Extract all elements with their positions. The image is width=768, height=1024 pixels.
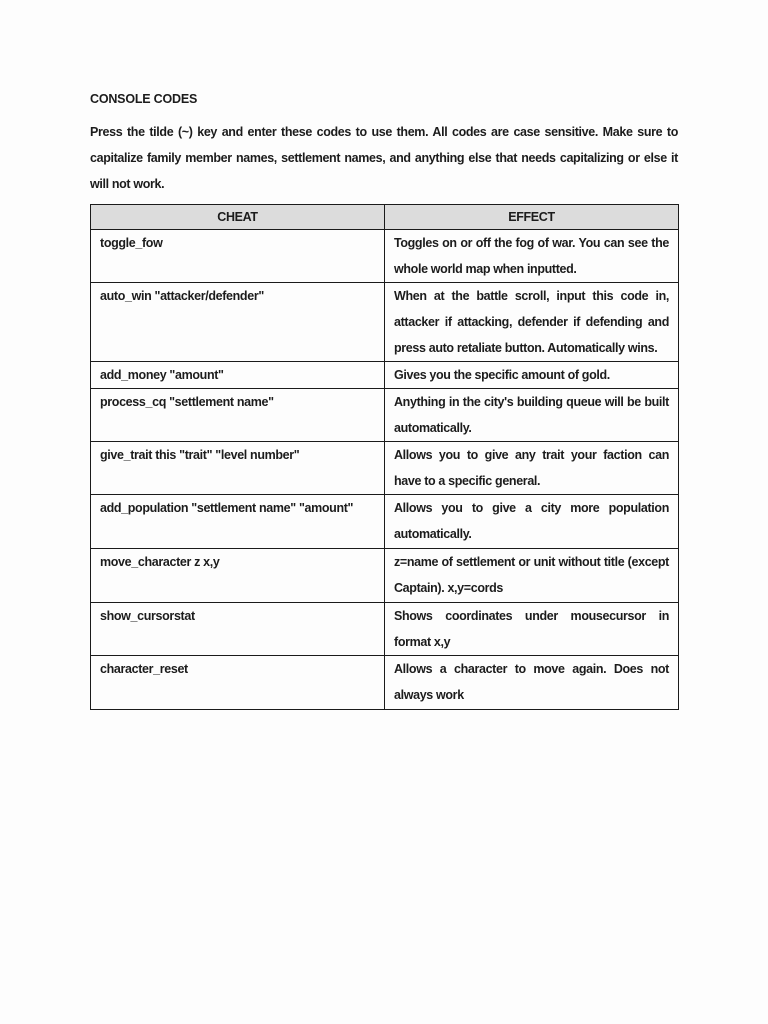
page-title: CONSOLE CODES xyxy=(90,92,198,106)
table-row xyxy=(91,549,679,603)
table-row xyxy=(91,442,679,495)
cheat-cell: character_reset xyxy=(91,656,385,710)
table-row xyxy=(91,230,679,283)
table-header-effect: EFFECT xyxy=(385,205,679,230)
table-row xyxy=(91,656,679,710)
effect-cell: Toggles on or off the fog of war. You can see the whole world map when inputted. xyxy=(385,230,679,283)
cheat-cell: process_cq "settlement name" xyxy=(91,389,385,442)
table-row xyxy=(91,283,679,362)
table-row xyxy=(91,495,679,549)
cheat-cell: give_trait this "trait" "level number" xyxy=(91,442,385,495)
table-row xyxy=(91,389,679,442)
table-row xyxy=(91,603,679,656)
effect-cell: Anything in the city's building queue will be built automatically. xyxy=(385,389,679,442)
effect-cell: Allows a character to move again. Does not always work xyxy=(385,656,679,710)
table-header-cheat: CHEAT xyxy=(91,205,385,230)
table-row xyxy=(91,362,679,389)
cheat-cell: auto_win "attacker/defender" xyxy=(91,283,385,362)
effect-cell: Allows you to give any trait your faction can have to a specific general. xyxy=(385,442,679,495)
cheat-cell: show_cursorstat xyxy=(91,603,385,656)
effect-cell: Allows you to give a city more population automatically. xyxy=(385,495,679,549)
effect-cell: When at the battle scroll, input this code in, attacker if attacking, defender if defending and press auto retaliate button. Automatically wins. xyxy=(385,283,679,362)
cheat-cell: toggle_fow xyxy=(91,230,385,283)
cheat-cell: move_character z x,y xyxy=(91,549,385,603)
effect-cell: z=name of settlement or unit without title (except Captain). x,y=cords xyxy=(385,549,679,603)
effect-cell: Gives you the specific amount of gold. xyxy=(385,362,679,389)
table-header-row xyxy=(91,205,679,230)
intro-paragraph: Press the tilde (~) key and enter these codes to use them. All codes are case sensitive. Make sure to capitalize family member names, settlement names, and anything else that needs capitalizing or else it will not work. xyxy=(90,125,678,191)
effect-cell: Shows coordinates under mousecursor in format x,y xyxy=(385,603,679,656)
cheat-cell: add_money "amount" xyxy=(91,362,385,389)
cheat-cell: add_population "settlement name" "amount" xyxy=(91,495,385,549)
cheat-table xyxy=(90,204,679,710)
